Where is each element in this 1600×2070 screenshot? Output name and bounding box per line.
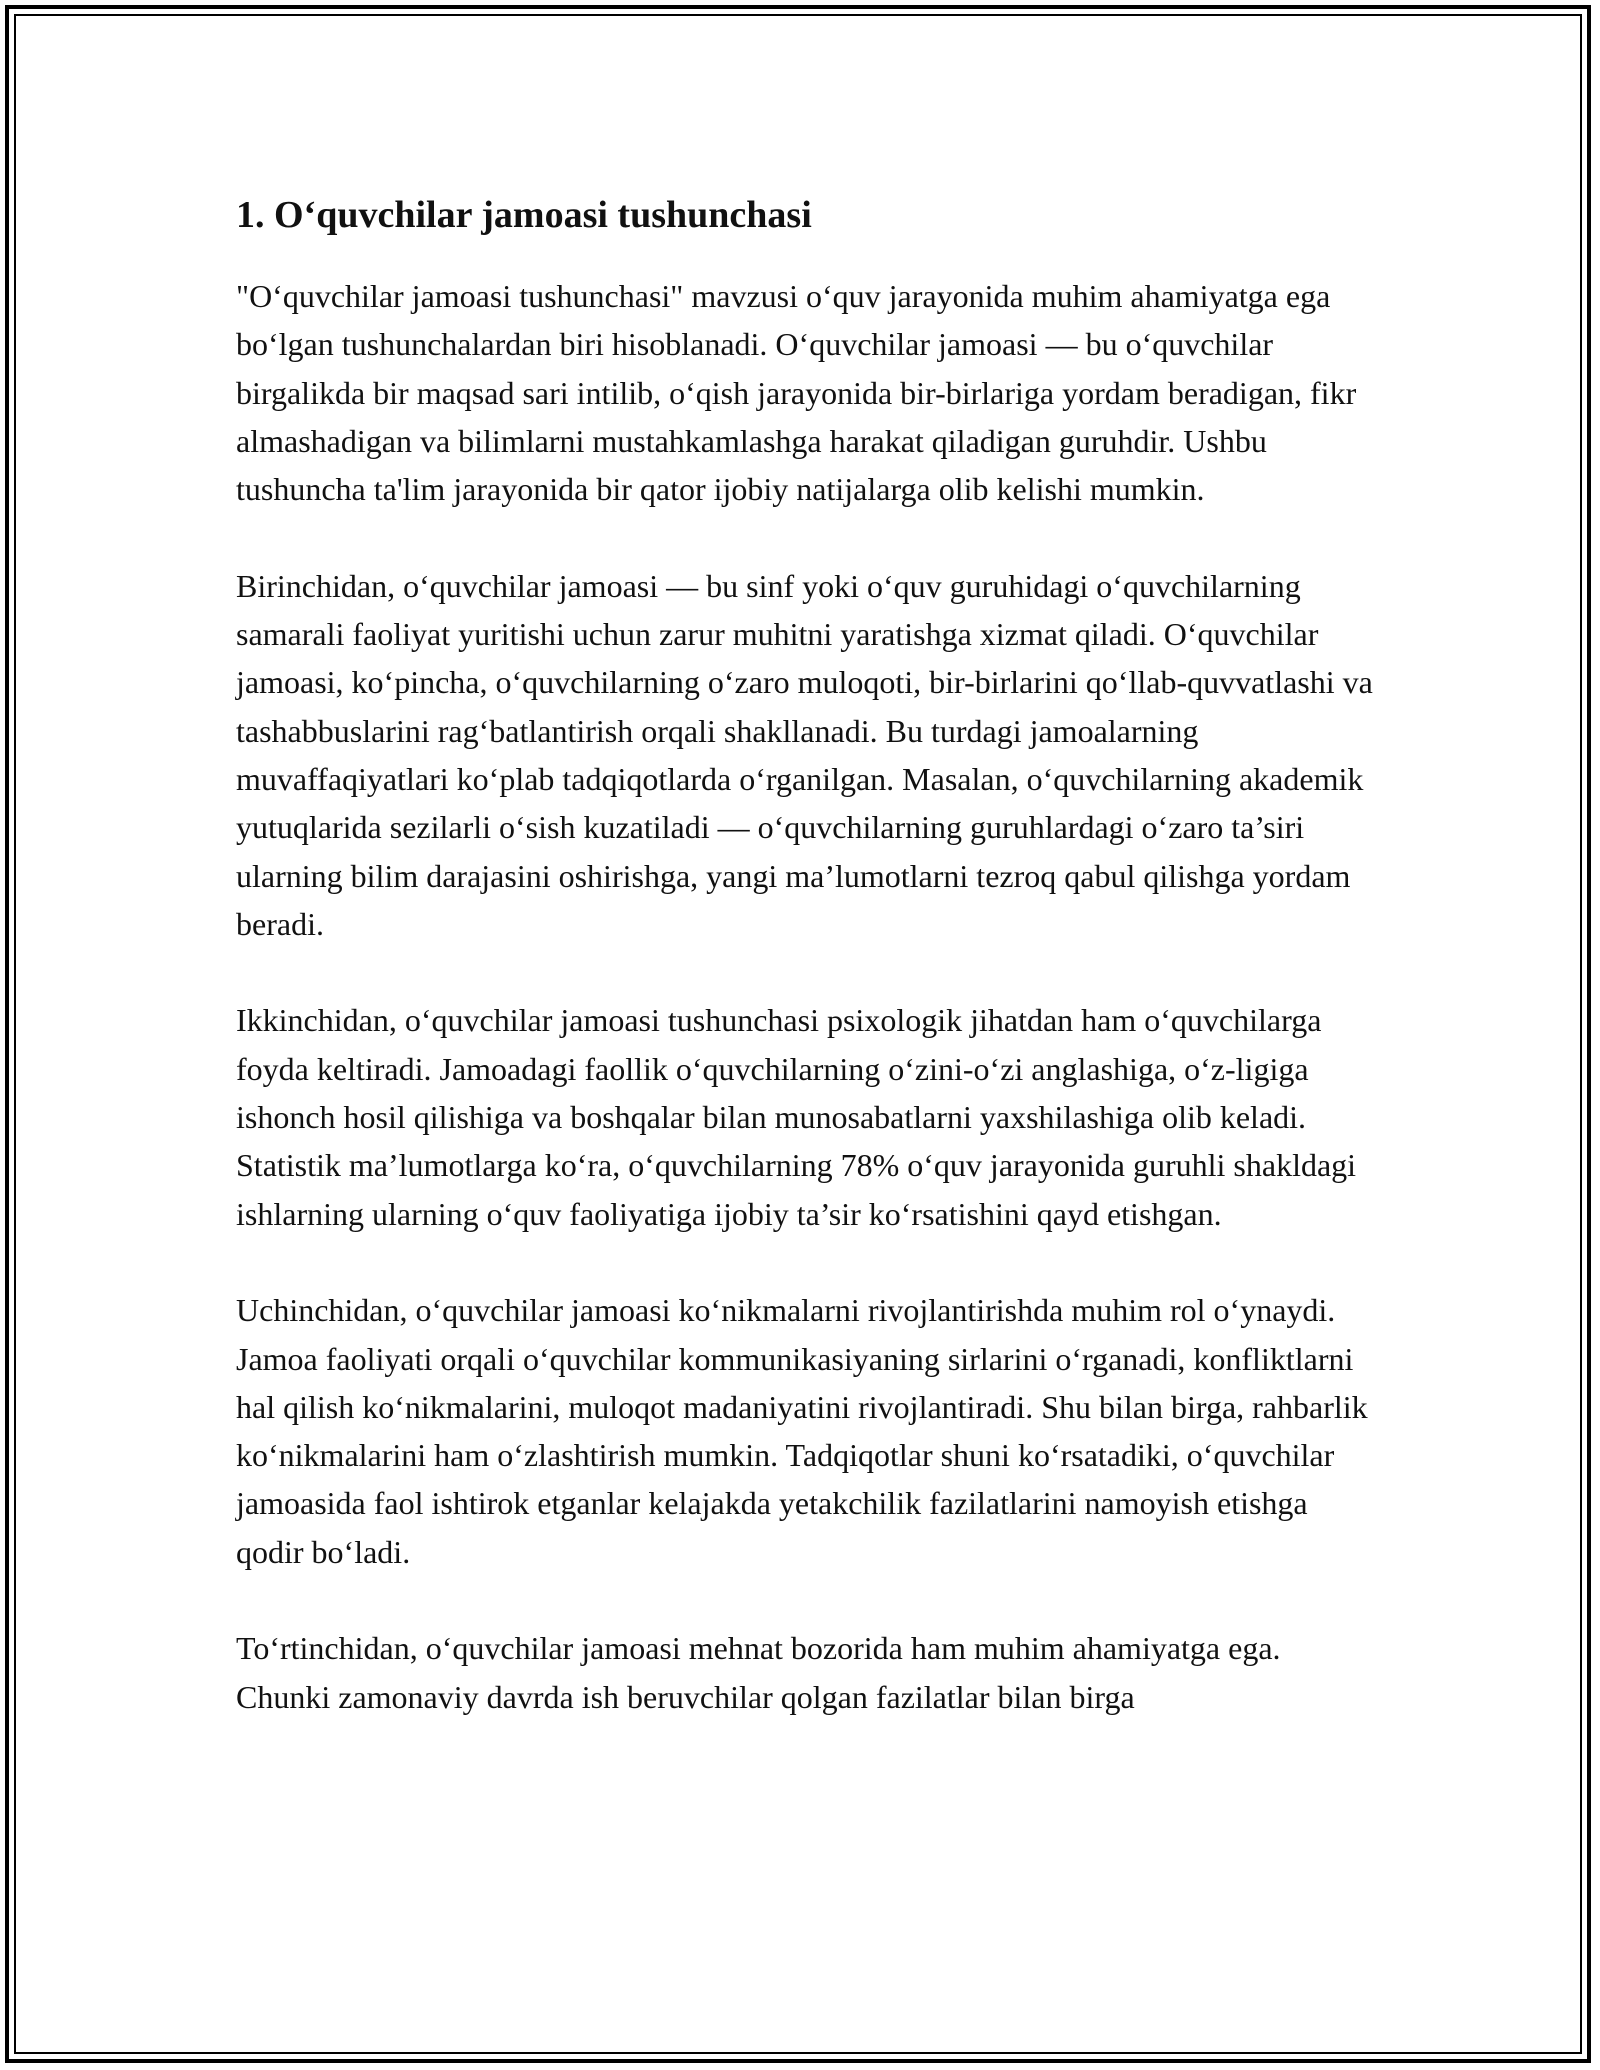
section-heading: 1. O‘quvchilar jamoasi tushunchasi — [236, 194, 812, 236]
paragraph-second: Ikkinchidan, o‘quvchilar jamoasi tushunchasi psixologik jihatdan ham o‘quvchilarga foyda keltiradi. Jamoadagi faollik o‘quvchilarning o‘zini-o‘zi anglashiga, o‘z-ligiga ishonch hosil qilishiga va boshqalar bilan munosabatlarni yaxshilashiga olib keladi. Statistik ma’lumotlarga ko‘ra, o‘quvchilarning 78% o‘quv jarayonida guruhli shakldagi ishlarning ularning o‘quv faoliyatiga ijobiy ta’sir ko‘rsatishini qayd etishgan. — [236, 1002, 1357, 1232]
paragraph-fourth: To‘rtinchidan, o‘quvchilar jamoasi mehnat bozorida ham muhim ahamiyatga ega. Chunki zamonaviy davrda ish beruvchilar qolgan fazilatlar bilan birga — [236, 1630, 1281, 1715]
paragraph-intro: "O‘quvchilar jamoasi tushunchasi" mavzusi o‘quv jarayonida muhim ahamiyatga ega bo‘lgan tushunchalardan biri hisoblanadi. O‘quvchilar jamoasi — bu o‘quvchilar birgalikda bir maqsad sari intilib, o‘qish jarayonida bir-birlariga yordam beradigan, fikr almashadigan va bilimlarni mustahkamlashga harakat qiladigan guruhdir. Ushbu tushuncha ta'lim jarayonida bir qator ijobiy natijalarga olib kelishi mumkin. — [236, 278, 1357, 508]
document-body — [236, 186, 1376, 1769]
paragraph-third: Uchinchidan, o‘quvchilar jamoasi ko‘nikmalarni rivojlantirishda muhim rol o‘ynaydi. Jamoa faoliyati orqali o‘quvchilar kommunikasiyaning sirlarini o‘rganadi, konfliktlarni hal qilish ko‘nikmalarini, muloqot madaniyatini rivojlantiradi. Shu bilan birga, rahbarlik ko‘nikmalarini ham o‘zlashtirish mumkin. Tadqiqotlar shuni ko‘rsatadiki, o‘quvchilar jamoasida faol ishtirok etganlar kelajakda yetakchilik fazilatlarini namoyish etishga qodir bo‘ladi. — [236, 1292, 1368, 1570]
paragraph-first: Birinchidan, o‘quvchilar jamoasi — bu sinf yoki o‘quv guruhidagi o‘quvchilarning samarali faoliyat yuritishi uchun zarur muhitni yaratishga xizmat qiladi. O‘quvchilar jamoasi, ko‘pincha, o‘quvchilarning o‘zaro muloqoti, bir-birlarini qo‘llab-quvvatlashi va tashabbuslarini rag‘batlantirish orqali shakllanadi. Bu turdagi jamoalarning muvaffaqiyatlari ko‘plab tadqiqotlarda o‘rganilgan. Masalan, o‘quvchilarning akademik yutuqlarida sezilarli o‘sish kuzatiladi — o‘quvchilarning guruhlardagi o‘zaro ta’siri ularning bilim darajasini oshirishga, yangi ma’lumotlarni tezroq qabul qilishga yordam beradi. — [236, 567, 1373, 942]
